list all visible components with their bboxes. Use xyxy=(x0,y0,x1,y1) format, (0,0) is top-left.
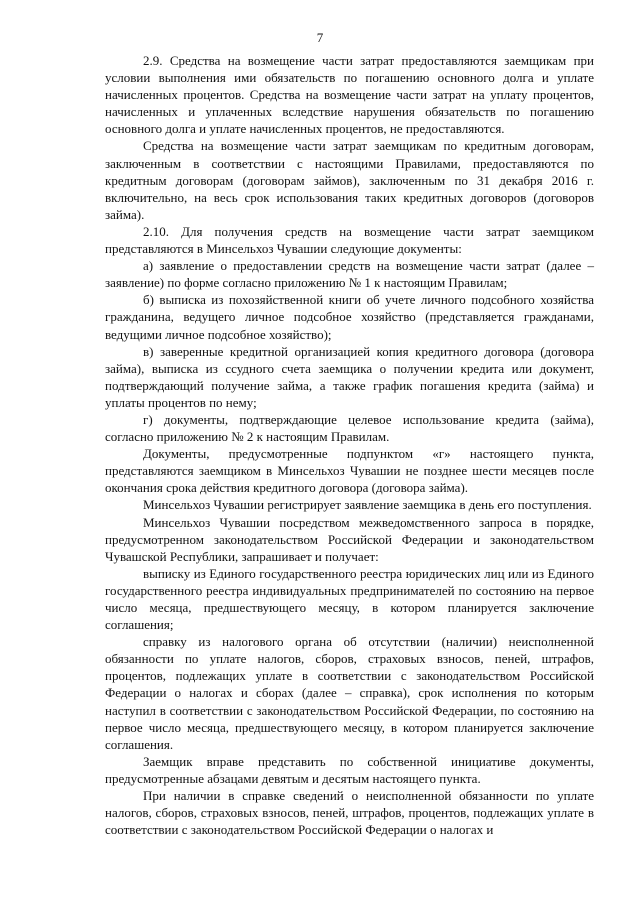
page-number: 7 xyxy=(316,30,324,45)
paragraph-2-10: 2.10. Для получения средств на возмещение части затрат заемщиком представляются в Минсельхоз Чувашии следующие документы: xyxy=(105,223,594,257)
paragraph-registration: Минсельхоз Чувашии регистрирует заявление заемщика в день его поступления. xyxy=(143,497,592,513)
list-item-g: г) документы, подтверждающие целевое использование кредита (займа), согласно приложению № 2 к настоящим Правилам. xyxy=(105,411,594,445)
paragraph-registry-extract: выписку из Единого государственного реестра юридических лиц или из Единого государственного реестра индивидуальных предпринимателей по состоянию на первое число месяца, предшествующего месяцу, в котором планируется заключение соглашения; xyxy=(105,565,594,633)
document-body xyxy=(105,52,594,838)
paragraph-interagency-request: Минсельхоз Чувашии посредством межведомственного запроса в порядке, предусмотренном законодательством Российской Федерации и законодательством Чувашской Республики, запрашивает и получает: xyxy=(105,514,594,564)
list-item-b: б) выписка из похозяйственной книги об учете личного подсобного хозяйства гражданина, ведущего личное подсобное хозяйство (представляется гражданами, ведущими личное подсобное хозяйство); xyxy=(105,292,594,342)
paragraph-borrower-right: Заемщик вправе представить по собственной инициативе документы, предусмотренные абзацами девятым и десятым настоящего пункта. xyxy=(105,753,594,786)
list-item-v: в) заверенные кредитной организацией копия кредитного договора (договора займа), выписка из ссудного счета заемщика о получении кредита или документ, подтверждающий получение займа, а также график погашения кредита (займа) и уплаты процентов по нему; xyxy=(105,343,594,410)
paragraph-tax-debt: При наличии в справке сведений о неисполненной обязанности по уплате налогов, сборов, страховых взносов, пеней, штрафов, процентов, подлежащих уплате в соответствии с законодательством Российской Федерации о налогах и xyxy=(105,788,594,838)
paragraph-credit-terms: Средства на возмещение части затрат заемщикам по кредитным договорам, заключенным в соответствии с настоящими Правилами, предоставляются по кредитным договорам (договорам займов), заключенным по 31 декабря 2016 г. включительно, на весь срок использования таких кредитных договоров (договоров займа). xyxy=(105,138,594,222)
paragraph-documents-deadline: Документы, предусмотренные подпунктом «г» настоящего пункта, представляются заемщиком в Минсельхоз Чувашии не позднее шести месяцев после окончания срока действия кредитного договора (договора займа). xyxy=(105,446,594,496)
paragraph-2-9: 2.9. Средства на возмещение части затрат предоставляются заемщикам при условии выполнения ими обязательств по погашению основного долга и уплате начисленных процентов. Средства на возмещение части затрат на уплату процентов, начисленных и уплаченных вследствие нарушения обязательств по погашению основного долга и уплате начисленных процентов, не предоставляются. xyxy=(105,53,594,137)
paragraph-tax-certificate: справку из налогового органа об отсутствии (наличии) неисполненной обязанности по уплате налогов, сборов, страховых взносов, пеней, штрафов, процентов, подлежащих уплате в соответствии с законодательством Российской Федерации о налогах и сборах (далее – справка), срок исполнения по которым наступил в соответствии с законодательством Российской Федерации, по состоянию на первое число месяца, предшествующего месяцу, в котором планируется заключение соглашения. xyxy=(105,634,594,752)
list-item-a: а) заявление о предоставлении средств на возмещение части затрат (далее – заявление) по форме согласно приложению № 1 к настоящим Правилам; xyxy=(105,258,594,291)
